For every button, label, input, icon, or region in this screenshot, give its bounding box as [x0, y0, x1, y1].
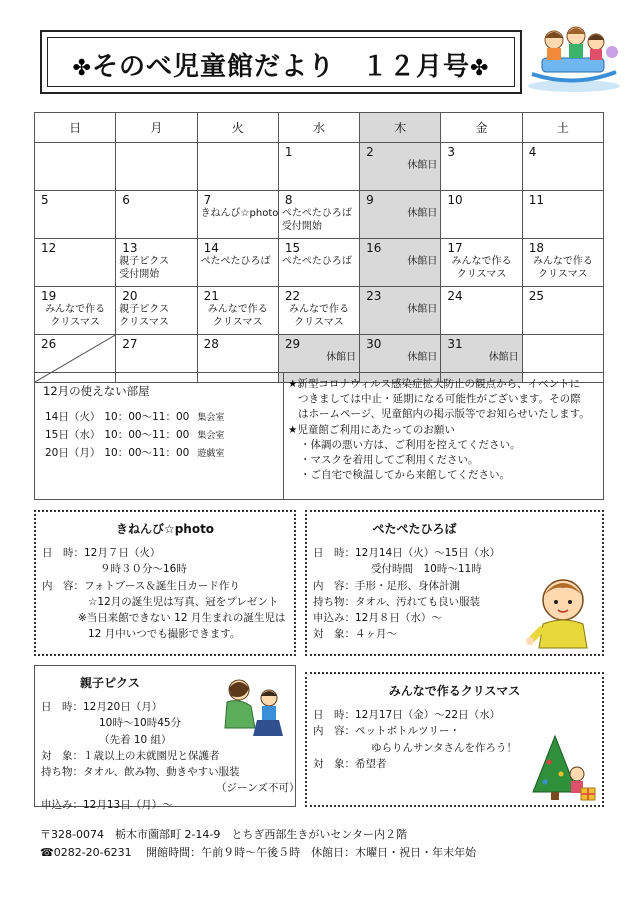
calendar-day [116, 143, 197, 191]
day-event: 休館日 [407, 352, 438, 363]
day-number: 1 [284, 145, 293, 159]
day-number: 12 [41, 241, 57, 255]
day-event: クリスマス [294, 316, 344, 328]
day-event: 休館日 [407, 256, 438, 267]
day-number: 22 [284, 289, 301, 303]
room-time: 10：00～11：00 [104, 429, 190, 441]
peta-event-title: ぺたぺたひろば [372, 522, 457, 536]
photo-date: 12月７日（火） [84, 547, 161, 559]
label: 日 時： [41, 701, 83, 713]
calendar-day [441, 143, 522, 191]
day-event: 休館日 [407, 304, 438, 315]
day-number: 14 [203, 241, 219, 255]
day-number: 7 [203, 193, 212, 207]
xmas-content-cont: ゆらりんサンタさんを作ろう！ [371, 741, 518, 754]
day-event: クリスマス [50, 316, 100, 328]
day-event: みんなで作る [451, 256, 512, 267]
day-event: クリスマス [538, 268, 588, 280]
oyako-date: 12月20日（月） [83, 701, 163, 713]
day-number: 27 [122, 337, 138, 351]
label: 内 容： [313, 579, 355, 592]
calendar-day [360, 143, 441, 191]
room-room: 集会室 [197, 431, 225, 441]
oyako-time: 10時～10時45分 [99, 717, 182, 730]
day-number: 4 [528, 145, 537, 159]
peta-content: 手形・足形、身体計測 [355, 579, 460, 592]
calendar-week [35, 287, 604, 335]
calendar-day [441, 287, 522, 335]
calendar-day [116, 191, 197, 239]
room-room: 集会室 [197, 413, 225, 423]
calendar-day [35, 287, 116, 335]
peta-items: タオル、汚れても良い服装 [355, 595, 481, 608]
children-sled-illustration [524, 14, 624, 94]
oyako-target: １歳以上の未就園児と保護者 [83, 749, 220, 762]
day-event: クリスマス [119, 316, 169, 328]
label: 日 時： [42, 547, 84, 559]
room-date: 15日（水） [45, 429, 101, 441]
calendar-day [522, 287, 603, 335]
notice-line: ・ご自宅で検温してから来館してください。 [300, 469, 510, 482]
notice-line: ★新型コロナウィルス感染症拡大防止の観点から、イベントに [288, 378, 580, 390]
weekday-header: 火 [197, 113, 278, 143]
notice-line: つきましては中止・延期になる可能性がございます。その際 [298, 393, 581, 406]
room-row [43, 427, 226, 445]
day-event: 受付開始 [281, 220, 322, 232]
label: 対 象： [313, 757, 355, 770]
calendar-day [197, 239, 278, 287]
day-number: 18 [528, 241, 544, 255]
oyako-apply: 12月13日（月）～ [83, 798, 173, 811]
peta-event-box [305, 510, 604, 656]
room-time: 10：00～11：00 [104, 411, 190, 423]
day-number: 6 [122, 193, 130, 207]
day-event: クリスマス [456, 268, 507, 280]
title-text: そのべ児童館だより １２月号 [91, 52, 470, 82]
christmas-tree-illustration [525, 734, 599, 804]
photo-event-title: きねんび☆photo [115, 522, 215, 536]
oyako-items-note: （ジーンズ不可） [216, 782, 300, 795]
day-number: 31 [447, 337, 463, 351]
calendar-day [360, 191, 441, 239]
weekday-header: 金 [441, 113, 522, 143]
day-number: 20 [122, 289, 138, 303]
label: 日 時： [313, 547, 355, 559]
weekday-header: 木 [360, 113, 441, 143]
day-number: 29 [284, 337, 301, 351]
announcements [283, 373, 603, 499]
peta-target: ４ヶ月～ [355, 628, 397, 641]
calendar-week [35, 239, 604, 287]
day-number: 28 [203, 337, 219, 351]
day-event: 休館日 [407, 160, 438, 171]
clover-icon: ✤ [470, 56, 490, 81]
calendar-day [522, 239, 603, 287]
calendar-day [360, 239, 441, 287]
calendar-day [35, 239, 116, 287]
peta-date: 12月14日（火）～15日（水） [355, 547, 501, 559]
day-number: 26 [41, 337, 57, 351]
day-number: 16 [366, 241, 382, 255]
calendar-day [278, 191, 359, 239]
photo-note: ☆12月の誕生児は写真、冠をプレゼント [88, 595, 279, 608]
day-event: みんなで作る [45, 304, 106, 315]
label: 対 象： [313, 628, 355, 641]
child-illustration [525, 570, 601, 650]
calendar-week [35, 191, 604, 239]
peta-time: 受付時間 10時～11時 [371, 563, 482, 576]
day-number: 24 [447, 289, 463, 303]
calendar-day [441, 191, 522, 239]
day-event: ぺたぺたひろば [281, 208, 352, 219]
rooms-table [43, 409, 226, 463]
footer [40, 826, 476, 861]
calendar-day [278, 143, 359, 191]
event-calendar [34, 112, 604, 383]
footer-address: 〒328-0074 栃木市薗部町 2-14-9 とちぎ西部生きがいセンター内２階 [40, 828, 407, 841]
xmas-event-title: みんなで作るクリスマス [388, 684, 521, 698]
day-number: 8 [284, 193, 293, 207]
day-number: 25 [528, 289, 544, 303]
calendar-day [197, 191, 278, 239]
day-event: クリスマス [212, 316, 263, 328]
photo-note: 12 月中いつでも撮影できます。 [88, 628, 241, 641]
label: 対 象： [41, 749, 83, 762]
notice-line: ★児童館ご利用にあたってのお願い [288, 423, 455, 436]
label: 申込み： [313, 612, 355, 625]
calendar-day [35, 143, 116, 191]
label: 内 容： [313, 725, 355, 738]
calendar-day [35, 191, 116, 239]
xmas-date: 12月17日（金）～22日（水） [355, 709, 501, 721]
day-event: ぺたぺたひろば [200, 256, 271, 267]
clover-icon: ✤ [72, 56, 92, 81]
day-number: 2 [366, 145, 374, 159]
notice-panel [34, 372, 604, 500]
room-date: 20日（月） [45, 447, 101, 459]
day-number: 3 [447, 145, 456, 159]
day-event: みんなで作る [207, 304, 268, 315]
calendar-day [441, 239, 522, 287]
day-event: 休館日 [326, 352, 357, 363]
xmas-content: ペットボトルツリー・ [355, 725, 460, 738]
notice-line: ・マスクを着用してご利用ください。 [300, 454, 479, 467]
oyako-event-title: 親子ピクス [80, 676, 140, 690]
photo-content: フォトブース＆誕生日カード作り [84, 579, 240, 592]
day-number: 5 [41, 193, 49, 207]
calendar-day [197, 143, 278, 191]
day-event: 休館日 [407, 208, 438, 219]
photo-event-box [34, 510, 296, 656]
day-number: 23 [366, 289, 382, 303]
notice-line: ・体調の悪い方は、ご利用を控えてください。 [300, 438, 521, 451]
day-event: きねんび☆photo [200, 208, 279, 219]
label: 申込み： [41, 798, 83, 811]
room-row [43, 445, 226, 463]
calendar-day [522, 143, 603, 191]
calendar-day [522, 191, 603, 239]
weekday-header: 月 [116, 113, 197, 143]
room-time: 10：00～11：00 [104, 447, 190, 459]
day-number: 13 [122, 241, 138, 255]
day-number: 10 [447, 193, 463, 207]
calendar-day [360, 287, 441, 335]
label: 持ち物： [41, 766, 83, 779]
peta-apply: 12月８日（水）～ [355, 612, 442, 625]
day-event: みんなで作る [532, 256, 593, 267]
oyako-capacity: （先着 10 組） [99, 733, 172, 746]
room-room: 遊戯室 [197, 449, 225, 459]
room-date: 14日（火） [45, 411, 101, 423]
day-number: 30 [366, 337, 382, 351]
label: 日 時： [313, 709, 355, 721]
day-number: 9 [366, 193, 374, 207]
newsletter-banner [40, 30, 522, 94]
xmas-target: 希望者 [355, 757, 387, 770]
day-event: 親子ピクス [119, 304, 170, 315]
newsletter-title [42, 46, 520, 83]
day-number: 11 [528, 193, 544, 207]
day-event: 休館日 [488, 352, 519, 363]
day-event: ぺたぺたひろば [281, 256, 352, 267]
parent-child-illustration [217, 676, 293, 740]
oyako-items: タオル、飲み物、動きやすい服装 [83, 766, 240, 779]
day-number: 19 [41, 289, 57, 303]
day-event: みんなで作る [288, 304, 349, 315]
weekday-header: 水 [278, 113, 359, 143]
room-row [43, 409, 226, 427]
xmas-event-box [305, 672, 604, 807]
calendar-day [278, 287, 359, 335]
oyako-event-box [34, 665, 300, 811]
label: 内 容： [42, 579, 84, 592]
calendar-day [116, 287, 197, 335]
notice-line: はホームページ、児童館内の掲示版等でお知らせいたします。 [298, 408, 590, 421]
calendar-day [197, 287, 278, 335]
calendar-day [116, 239, 197, 287]
rooms-title: 12月の使えない部屋 [43, 384, 150, 398]
calendar-week [35, 143, 604, 191]
weekday-header: 日 [35, 113, 116, 143]
day-number: 17 [447, 241, 463, 255]
day-event: 受付開始 [119, 268, 160, 280]
footer-contact-hours: ☎0282-20-6231 開館時間：午前９時～午後５時 休館日：木曜日・祝日・年末年始 [40, 845, 477, 859]
photo-time: ９時３０分～16時 [100, 563, 187, 576]
calendar-day [278, 239, 359, 287]
label: 持ち物： [313, 595, 355, 608]
weekday-header: 土 [522, 113, 603, 143]
day-number: 15 [284, 241, 301, 255]
photo-note: ※当日来館できない 12 月生まれの誕生児は [78, 612, 286, 625]
unavailable-rooms [35, 373, 283, 499]
day-event: 親子ピクス [119, 256, 170, 267]
day-number: 21 [203, 289, 219, 303]
